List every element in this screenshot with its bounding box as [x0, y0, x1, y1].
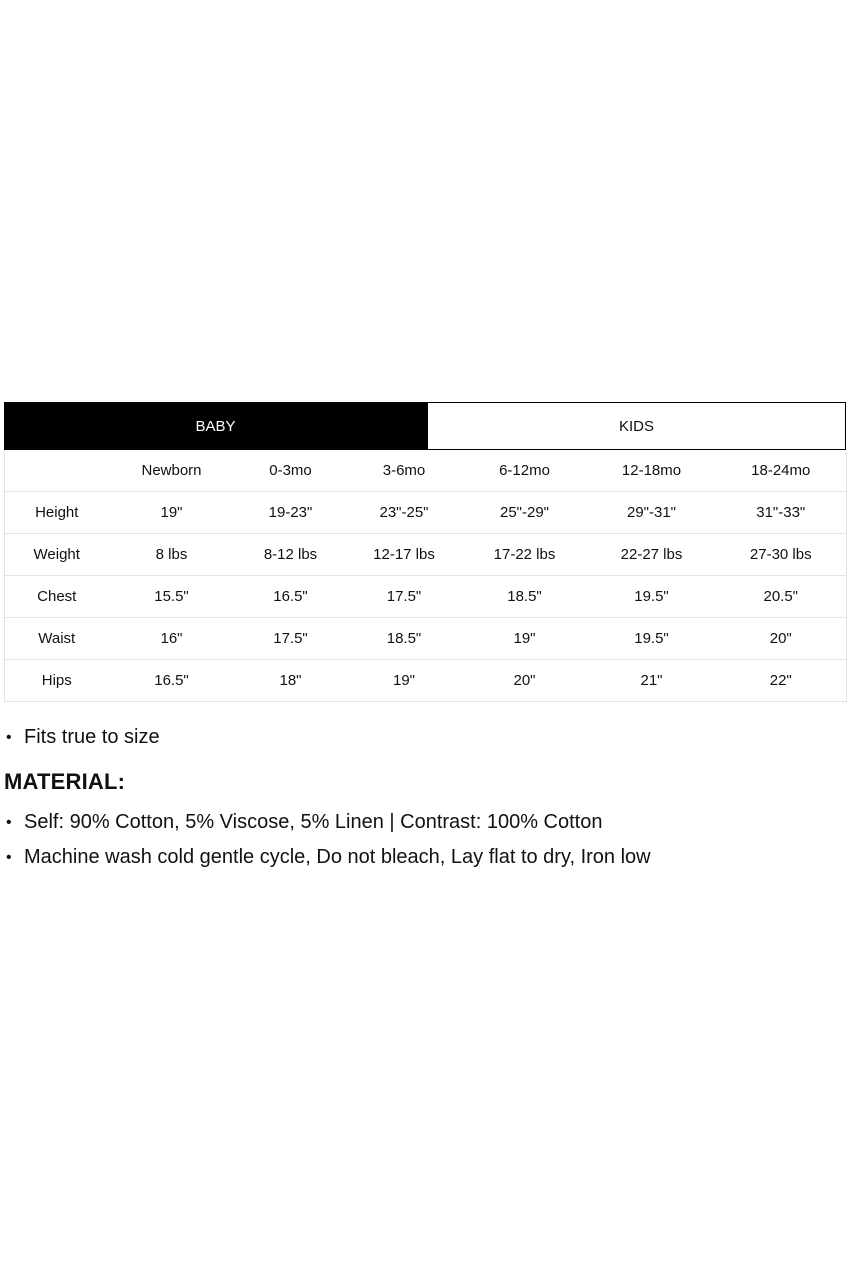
table-row — [5, 534, 847, 576]
row-label: Waist — [5, 618, 109, 660]
product-notes — [4, 720, 844, 875]
table-cell: 18.5" — [347, 618, 462, 660]
table-cell: 8 lbs — [109, 534, 235, 576]
table-cell: 20.5" — [716, 576, 847, 618]
table-header-row — [5, 450, 847, 492]
size-chart-table — [4, 450, 847, 702]
table-cell: 17-22 lbs — [462, 534, 588, 576]
list-item: • Fits true to size — [4, 720, 844, 755]
tab-kids[interactable]: KIDS — [427, 402, 846, 450]
row-label: Height — [5, 492, 109, 534]
table-cell: 22-27 lbs — [588, 534, 716, 576]
table-cell: 17.5" — [347, 576, 462, 618]
table-cell: 22" — [716, 660, 847, 702]
table-cell: 20" — [462, 660, 588, 702]
tab-baby[interactable]: BABY — [4, 402, 427, 450]
table-cell: 19" — [109, 492, 235, 534]
row-label: Chest — [5, 576, 109, 618]
table-row — [5, 492, 847, 534]
table-header-cell: 12-18mo — [588, 450, 716, 492]
table-row — [5, 660, 847, 702]
table-header-cell: Newborn — [109, 450, 235, 492]
table-cell: 25"-29" — [462, 492, 588, 534]
table-header-cell: 6-12mo — [462, 450, 588, 492]
table-cell: 16" — [109, 618, 235, 660]
table-cell: 15.5" — [109, 576, 235, 618]
table-row — [5, 618, 847, 660]
table-cell: 21" — [588, 660, 716, 702]
material-list — [4, 805, 844, 875]
material-heading: MATERIAL: — [4, 769, 126, 794]
table-header-cell — [5, 450, 109, 492]
list-item: • Self: 90% Cotton, 5% Viscose, 5% Linen | Contrast: 100% Cotton — [4, 805, 844, 840]
table-cell: 16.5" — [235, 576, 347, 618]
table-cell: 19" — [462, 618, 588, 660]
table-row — [5, 576, 847, 618]
table-cell: 29"-31" — [588, 492, 716, 534]
table-cell: 23"-25" — [347, 492, 462, 534]
row-label: Weight — [5, 534, 109, 576]
table-cell: 18" — [235, 660, 347, 702]
table-cell: 19" — [347, 660, 462, 702]
table-cell: 18.5" — [462, 576, 588, 618]
table-cell: 12-17 lbs — [347, 534, 462, 576]
table-header-cell: 3-6mo — [347, 450, 462, 492]
table-cell: 8-12 lbs — [235, 534, 347, 576]
row-label: Hips — [5, 660, 109, 702]
table-cell: 19.5" — [588, 576, 716, 618]
table-cell: 31"-33" — [716, 492, 847, 534]
table-cell: 16.5" — [109, 660, 235, 702]
table-cell: 20" — [716, 618, 847, 660]
table-cell: 17.5" — [235, 618, 347, 660]
table-cell: 19.5" — [588, 618, 716, 660]
size-tabs — [4, 402, 846, 450]
list-item: • Machine wash cold gentle cycle, Do not bleach, Lay flat to dry, Iron low — [4, 840, 844, 875]
table-header-cell: 18-24mo — [716, 450, 847, 492]
table-cell: 19-23" — [235, 492, 347, 534]
table-cell: 27-30 lbs — [716, 534, 847, 576]
fit-list — [4, 720, 844, 755]
table-header-cell: 0-3mo — [235, 450, 347, 492]
